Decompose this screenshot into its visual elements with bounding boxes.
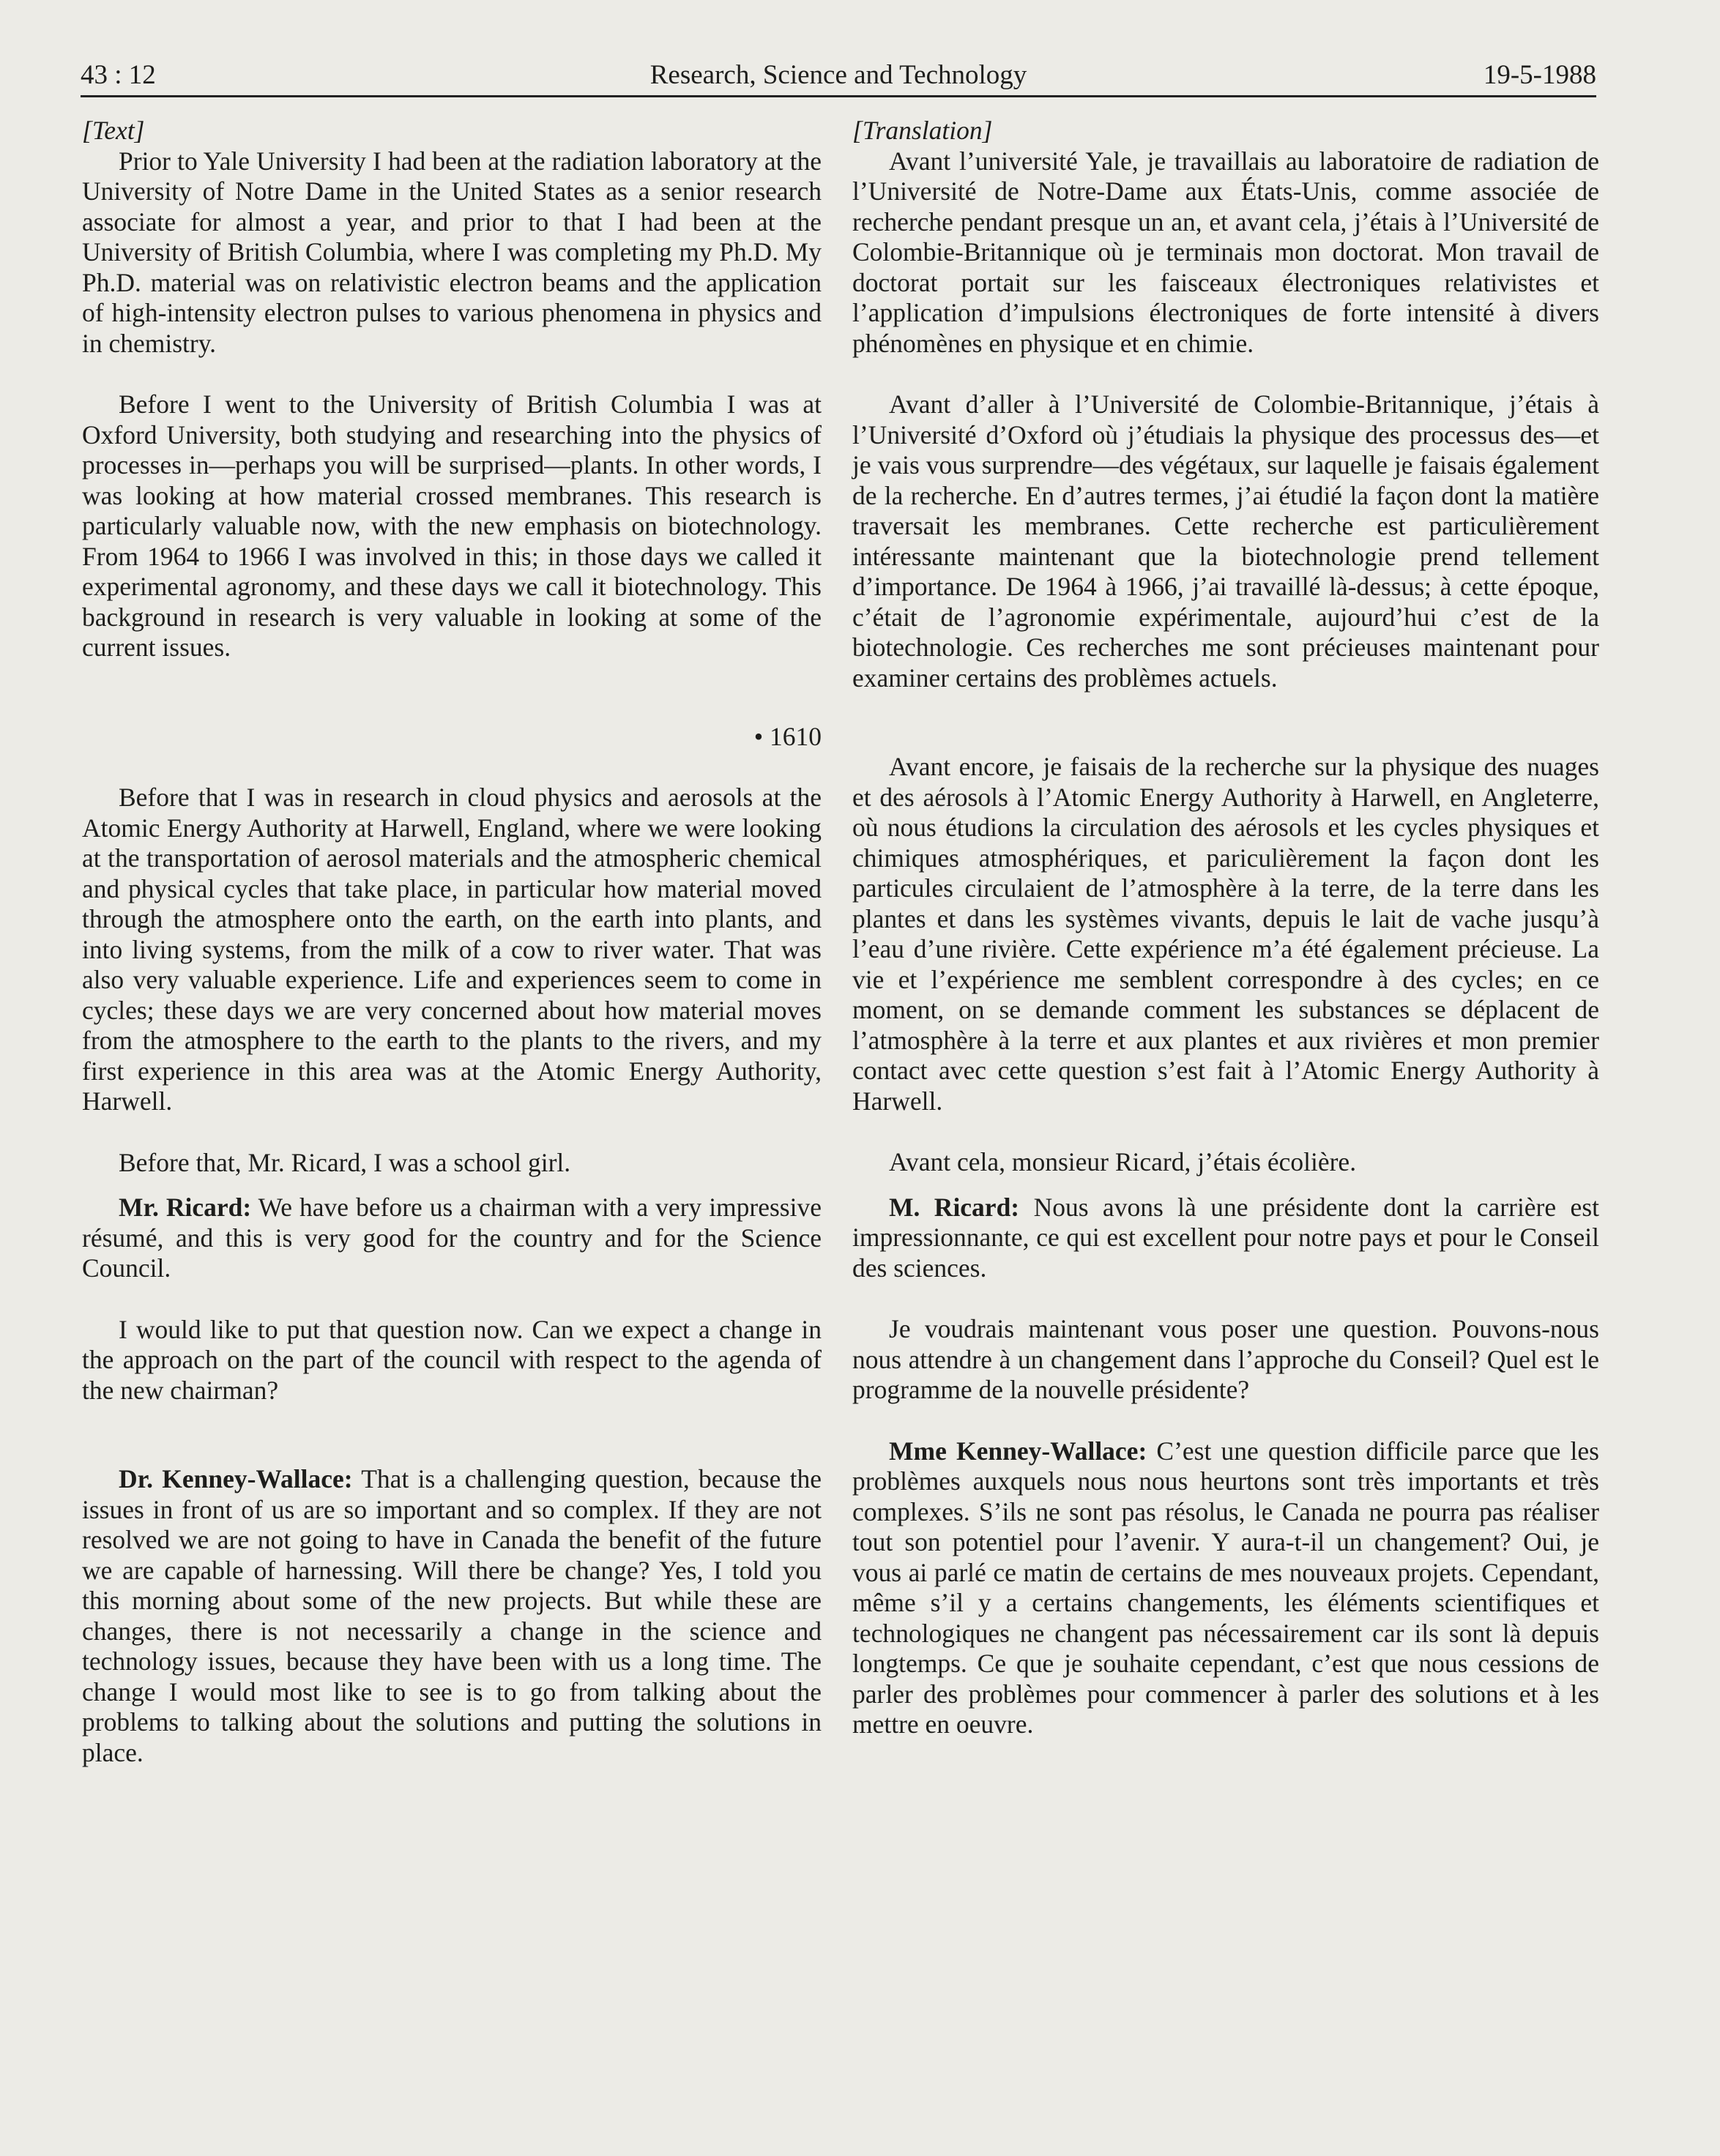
paragraph: Avant cela, monsieur Ricard, j’étais écolière. [889,1147,1357,1176]
paragraph: Avant d’aller à l’Université de Colombie-Britannique, j’étais à l’Université d’Oxford où j’étudiais la physique des processus des—et je vais vous surprendre—des végétaux, sur laquelle je faisais également de la recherche. En d’autres termes, j’ai étudié la façon dont la matière traversait les membranes. Cette recherche est particulièrement intéressante maintenant que la biotechnologie prend tellement d’importance. De 1964 à 1966, j’ai travaillé là-dessus; à cette époque, c’était de l’agronomie expérimentale, aujourd’hui c’est de la biotechnologie. Ces recherches me sont précieuses maintenant pour examiner certains des problèmes actuels. [852,389,1599,693]
speaker-name: M. Ricard: [889,1192,1020,1222]
paragraph: Avant encore, je faisais de la recherche sur la physique des nuages et des aérosols à l’Atomic Energy Authority à Harwell, en Angleterre, où nous étudions la circulation des aérosols et les cycles physiques et chimiques atmosphériques, et pariculièrement la façon dont les particules circulaient de l’atmosphère à la terre, de la terre dans les plantes et dans les systèmes vivants, depuis le lait de vache jusqu’à l’eau d’une rivière. Cette expérience m’a été également précieuse. La vie et l’expérience me semblent correspondre à des cycles; en ce moment, on se demande comment les substances se déplacent de l’atmosphère à la terre et aux plantes et aux rivières et mon premier contact avec cette question s’est fait à l’Atomic Energy Authority à Harwell. [852,752,1599,1116]
french-column [852,116,1599,1740]
paragraph [852,1193,1599,1284]
paragraph: Avant l’université Yale, je travaillais au laboratoire de radiation de l’Université de Notre-Dame aux États-Unis, comme associée de recherche pendant presque un an, et avant cela, j’étais à l’Université de Colombie-Britannique où je terminais mon doctorat. Mon travail de doctorat portait sur les faisceaux électroniques relativistes et l’application d’impulsions électroniques de forte intensité à divers phénomènes en physique et en chimie. [852,146,1599,358]
speaker-name: Mr. Ricard: [119,1193,252,1222]
speaker-name: Dr. Kenney-Wallace: [119,1464,353,1493]
page-reference: 43 : 12 [81,60,156,90]
running-title: Research, Science and Technology [649,60,1027,90]
english-column [82,116,822,1768]
paragraph: Je voudrais maintenant vous poser une question. Pouvons-nous nous attendre à un changement dans l’approche du Conseil? Quel est le programme de la nouvelle présidente? [852,1314,1599,1404]
speaker-name: Mme Kenney-Wallace: [889,1436,1147,1466]
paragraph: Before I went to the University of British Columbia I was at Oxford University, both studying and researching into the physics of processes in—perhaps you will be surprised—plants. In other words, I was looking at how material crossed membranes. This research is particularly valuable now, with the new emphasis on biotechnology. From 1964 to 1966 I was involved in this; in those days we called it experimental agronomy, and these days we call it biotechnology. This background in research is very valuable in looking at some of the current issues. [82,389,822,662]
speech-text: C’est une question difficile parce que les problèmes auxquels nous nous heurtons sont très importants et très complexes. S’ils ne sont pas résolus, le Canada ne pourra pas réaliser tout son potentiel pour l’avenir. Y aura-t-il un changement? Oui, je vous ai parlé ce matin de certains de mes nouveaux projets. Cependant, même s’il y a certains changements, les éléments scientifiques et technologiques ne changent pas nécessairement car ils sont là depuis longtemps. Ce que je souhaite cependant, c’est que nous cessions de parler des problèmes pour commencer à parler des solutions et à les mettre en oeuvre. [852,1436,1599,1739]
paragraph [82,1193,822,1284]
text-label: [Text] [82,116,145,145]
translation-label: [Translation] [852,116,993,145]
page-header [81,57,1596,97]
time-marker: • 1610 [753,721,822,751]
header-date: 19-5-1988 [1483,60,1596,90]
paragraph: Before that I was in research in cloud physics and aerosols at the Atomic Energy Authority at Harwell, England, where we were looking at the transportation of aerosol materials and the atmospheric chemical and physical cycles that take place, in particular how material moved through the atmosphere onto the earth, on the earth into plants, and into living systems, from the milk of a cow to river water. That was also very valuable experience. Life and experiences seem to come in cycles; these days we are very concerned about how material moves from the atmosphere to the earth to the plants to the rivers, and my first experience in this area was at the Atomic Energy Authority, Harwell. [82,783,822,1116]
paragraph: Prior to Yale University I had been at the radiation laboratory at the University of Notre Dame in the United States as a senior research associate for almost a year, and prior to that I had been at the University of British Columbia, where I was completing my Ph.D. My Ph.D. material was on relativistic electron beams and the application of high-intensity electron pulses to various phenomena in physics and in chemistry. [82,146,822,358]
speech-text: Nous avons là une présidente dont la carrière est impressionnante, ce qui est excellent pour notre pays et pour le Conseil des sciences. [852,1192,1599,1283]
speech-text: That is a challenging question, because the issues in front of us are so important and so complex. If they are not resolved we are not going to have in Canada the benefit of the future we are capable of harnessing. Will there be change? Yes, I told you this morning about some of the new projects. But while these are changes, there is not necessarily a change in the science and technology issues, because they have been with us a long time. The change I would most like to see is to go from talking about the problems to talking about the solutions and putting the solutions in place. [82,1464,822,1767]
paragraph [82,1464,822,1768]
paragraph [852,1436,1599,1740]
speech-text: We have before us a chairman with a very impressive résumé, and this is very good for the country and for the Science Council. [82,1193,822,1283]
paragraph: Before that, Mr. Ricard, I was a school girl. [119,1147,571,1177]
paragraph: I would like to put that question now. Can we expect a change in the approach on the part of the council with respect to the agenda of the new chairman? [82,1314,822,1405]
